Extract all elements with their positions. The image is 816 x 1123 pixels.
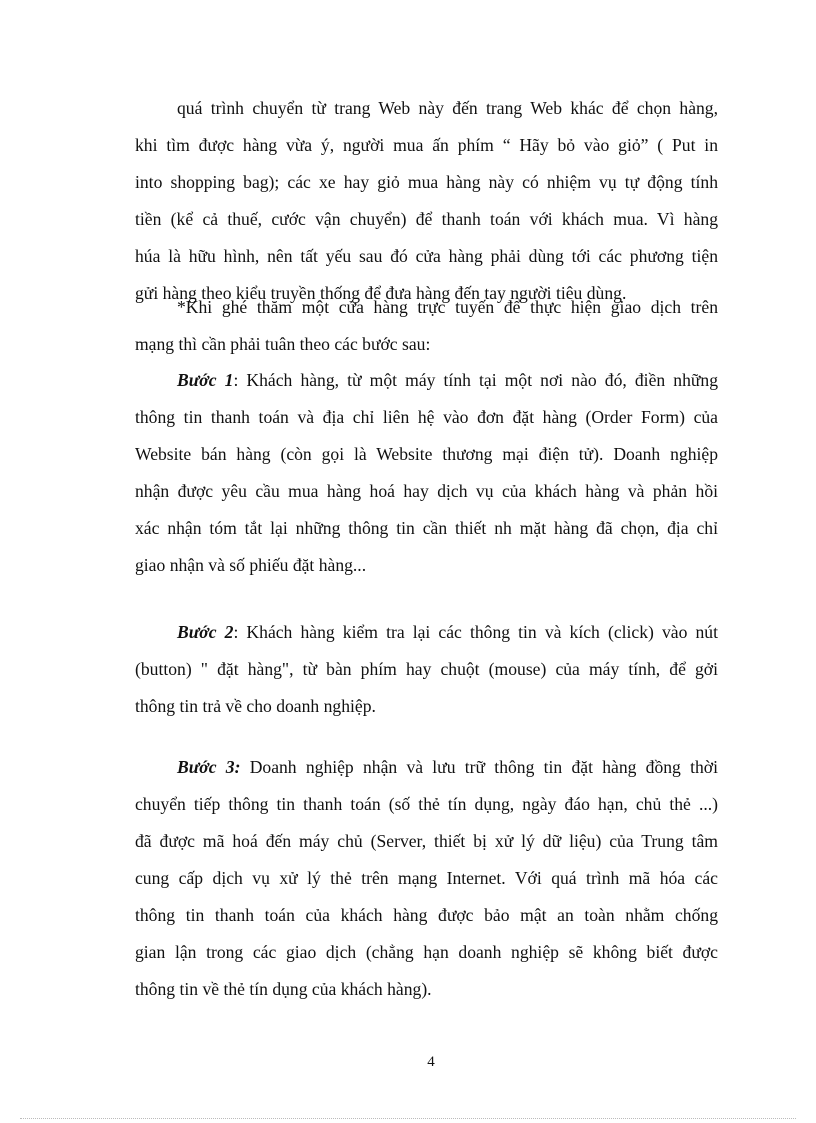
step-2-first-line xyxy=(135,614,718,651)
text-line: giao nhận và số phiếu đặt hàng... xyxy=(135,555,367,575)
text-line: Website bán hàng (còn gọi là Website thương mại điện tử). Doanh nghiệp xyxy=(135,444,718,464)
text-line: gian lận trong các giao dịch (chẳng hạn doanh nghiệp sẽ không biết được xyxy=(135,942,718,962)
text-line: chuyển tiếp thông tin thanh toán (số thẻ tín dụng, ngày đáo hạn, chủ thẻ ...) xyxy=(135,794,718,814)
page-bottom-border xyxy=(20,1118,796,1119)
step-2-label: Bước 2 xyxy=(177,622,234,642)
intro-paragraph xyxy=(135,90,718,312)
text-line: húa là hữu hình, nên tất yếu sau đó cửa hàng phải dùng tới các phương tiện xyxy=(135,246,718,266)
step-2-text: : Khách hàng kiểm tra lại các thông tin và kích (click) vào nút xyxy=(233,622,718,642)
text-line: khi tìm được hàng vừa ý, người mua ấn phím “ Hãy bỏ vào giỏ” ( Put in xyxy=(135,135,718,155)
text-line: thông tin thanh toán của khách hàng được bảo mật an toàn nhằm chống xyxy=(135,905,718,925)
text-line: cung cấp dịch vụ xử lý thẻ trên mạng Internet. Với quá trình mã hóa các xyxy=(135,868,718,888)
step-1-text: : Khách hàng, từ một máy tính tại một nơi nào đó, điền những xyxy=(233,370,718,390)
text-line: thông tin thanh toán và địa chỉ liên hệ vào đơn đặt hàng (Order Form) của xyxy=(135,407,718,427)
text-line: gửi hàng theo kiểu truyền thống để đưa hàng đến tay người tiêu dùng. xyxy=(135,283,627,303)
step-1-paragraph xyxy=(135,362,718,584)
page-number: 4 xyxy=(427,1054,435,1070)
step-3-paragraph xyxy=(135,749,718,1008)
text-line: mạng thì cần phải tuân theo các bước sau: xyxy=(135,334,431,354)
text-line: *Khi ghé thăm một cửa hàng trực tuyến để thực hiện giao dịch trên xyxy=(177,297,718,317)
text-line: into shopping bag); các xe hay giỏ mua hàng này có nhiệm vụ tự động tính xyxy=(135,172,718,192)
step-1-first-line xyxy=(135,362,718,399)
text-line: thông tin về thẻ tín dụng của khách hàng). xyxy=(135,979,432,999)
text-line: thông tin trả về cho doanh nghiệp. xyxy=(135,696,376,716)
step-3-first-line xyxy=(135,749,718,786)
step-3-text: Doanh nghiệp nhận và lưu trữ thông tin đặt hàng đồng thời xyxy=(240,757,718,777)
text-line: nhận được yêu cầu mua hàng hoá hay dịch vụ của khách hàng và phản hồi xyxy=(135,481,718,501)
text-line: xác nhận tóm tắt lại những thông tin cần thiết nh mặt hàng đã chọn, địa chỉ xyxy=(135,518,718,538)
step-2-paragraph xyxy=(135,614,718,725)
text-line: tiền (kể cả thuế, cước vận chuyển) để thanh toán với khách mua. Vì hàng xyxy=(135,209,718,229)
text-line: đã được mã hoá đến máy chủ (Server, thiết bị xử lý dữ liệu) của Trung tâm xyxy=(135,831,718,851)
step-1-label: Bước 1 xyxy=(177,370,234,390)
note-paragraph xyxy=(135,289,718,363)
text-line: quá trình chuyển từ trang Web này đến trang Web khác để chọn hàng, xyxy=(177,98,718,118)
step-3-label: Bước 3: xyxy=(177,757,241,777)
text-line: (button) " đặt hàng", từ bàn phím hay chuột (mouse) của máy tính, để gởi xyxy=(135,659,718,679)
